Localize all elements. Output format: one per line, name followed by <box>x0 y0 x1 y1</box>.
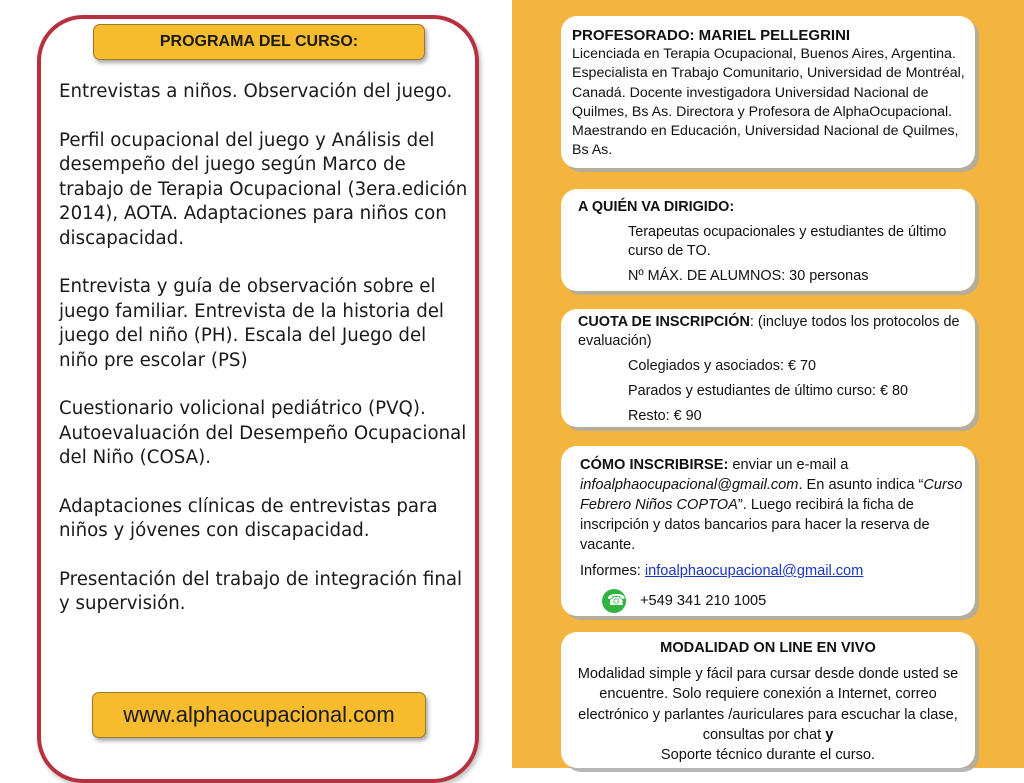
fee-heading: CUOTA DE INSCRIPCIÓN <box>578 314 750 330</box>
enroll-lead: enviar un e-mail a <box>728 457 849 473</box>
fee-note: : (incluye todos los protocolos de evaluación) <box>578 314 960 349</box>
modality-bold: y <box>825 726 834 743</box>
phone-row <box>580 589 965 613</box>
modality-card <box>561 632 975 768</box>
enroll-subject: Curso Febrero Niños COPTOA <box>580 477 963 513</box>
program-title: PROGRAMA DEL CURSO: <box>93 24 425 60</box>
fee-line: Resto: € 90 <box>628 408 702 424</box>
audience-max-students: Nº MÁX. DE ALUMNOS: 30 personas <box>628 268 869 284</box>
modality-end: Soporte técnico durante el curso. <box>660 747 876 764</box>
audience-card <box>561 189 975 291</box>
program-item: Adaptaciones clínicas de entrevistas para niños y jóvenes con discapacidad. <box>59 495 438 541</box>
professor-card <box>561 16 975 168</box>
info-email-link[interactable]: infoalphaocupacional@gmail.com <box>644 563 864 579</box>
info-line <box>580 561 965 581</box>
program-content <box>59 80 471 641</box>
audience-heading: A QUIÉN VA DIRIGIDO: <box>578 199 735 215</box>
enroll-tail: ”. Luego recibirá la ficha de inscripción y datos bancarios para hacer la reserva de vacante. <box>580 497 930 553</box>
fee-line: Colegiados y asociados: € 70 <box>628 358 816 374</box>
fee-intro <box>578 313 965 351</box>
enroll-instructions <box>580 455 965 555</box>
enroll-card <box>561 446 975 616</box>
program-item: Presentación del trabajo de integración final y supervisión. <box>59 568 463 614</box>
program-item: Perfil ocupacional del juego y Análisis del desempeño del juego según Marco de trabajo de Terapia Ocupacional (3era.edición 2014), AOTA. Adaptaciones para niños con discapacidad. <box>59 129 468 249</box>
website-link[interactable]: www.alphaocupacional.com <box>92 692 426 738</box>
modality-heading: MODALIDAD ON LINE EN VIVO <box>660 640 876 656</box>
program-item: Entrevista y guía de observación sobre el juego familiar. Entrevista de la historia del juego del niño (PH). Escala del Juego del niño pre escolar (PS) <box>59 276 444 371</box>
program-item: Cuestionario volicional pediátrico (PVQ). Autoevaluación del Desempeño Ocupacional del Niño (COSA). <box>59 398 467 468</box>
phone-number: +549 341 210 1005 <box>640 593 767 609</box>
professor-heading: PROFESORADO: MARIEL PELLEGRINI <box>572 27 851 44</box>
audience-target: Terapeutas ocupacionales y estudiantes de último curso de TO. <box>628 224 947 259</box>
fee-card <box>561 309 975 427</box>
fee-line: Parados y estudiantes de último curso: € 80 <box>628 383 908 399</box>
professor-bio: Licenciada en Terapia Ocupacional, Buenos Aires, Argentina. Especialista en Trabajo Comunitario, Universidad de Montréal, Canadá. Docente investigadora Universidad Nacional de Quilmes, Bs As. Directora y Profesora de AlphaOcupacional. Maestrando en Educación, Universidad Nacional de Quilmes, Bs As. <box>572 46 965 159</box>
whatsapp-icon <box>602 589 626 613</box>
modality-text: Modalidad simple y fácil para cursar desde donde usted se encuentre. Solo requiere conexión a Internet, correo electrónico y parlantes /auriculares para escuchar la clase, consultas por chat <box>577 666 959 743</box>
info-label: Informes: <box>580 563 645 579</box>
enroll-email: infoalphaocupacional@gmail.com <box>580 477 799 493</box>
enroll-mid: . En asunto indica “ <box>798 477 924 493</box>
enroll-heading: CÓMO INSCRIBIRSE: <box>580 457 729 473</box>
program-item: Entrevistas a niños. Observación del juego. <box>59 81 453 102</box>
modality-body <box>571 664 965 765</box>
